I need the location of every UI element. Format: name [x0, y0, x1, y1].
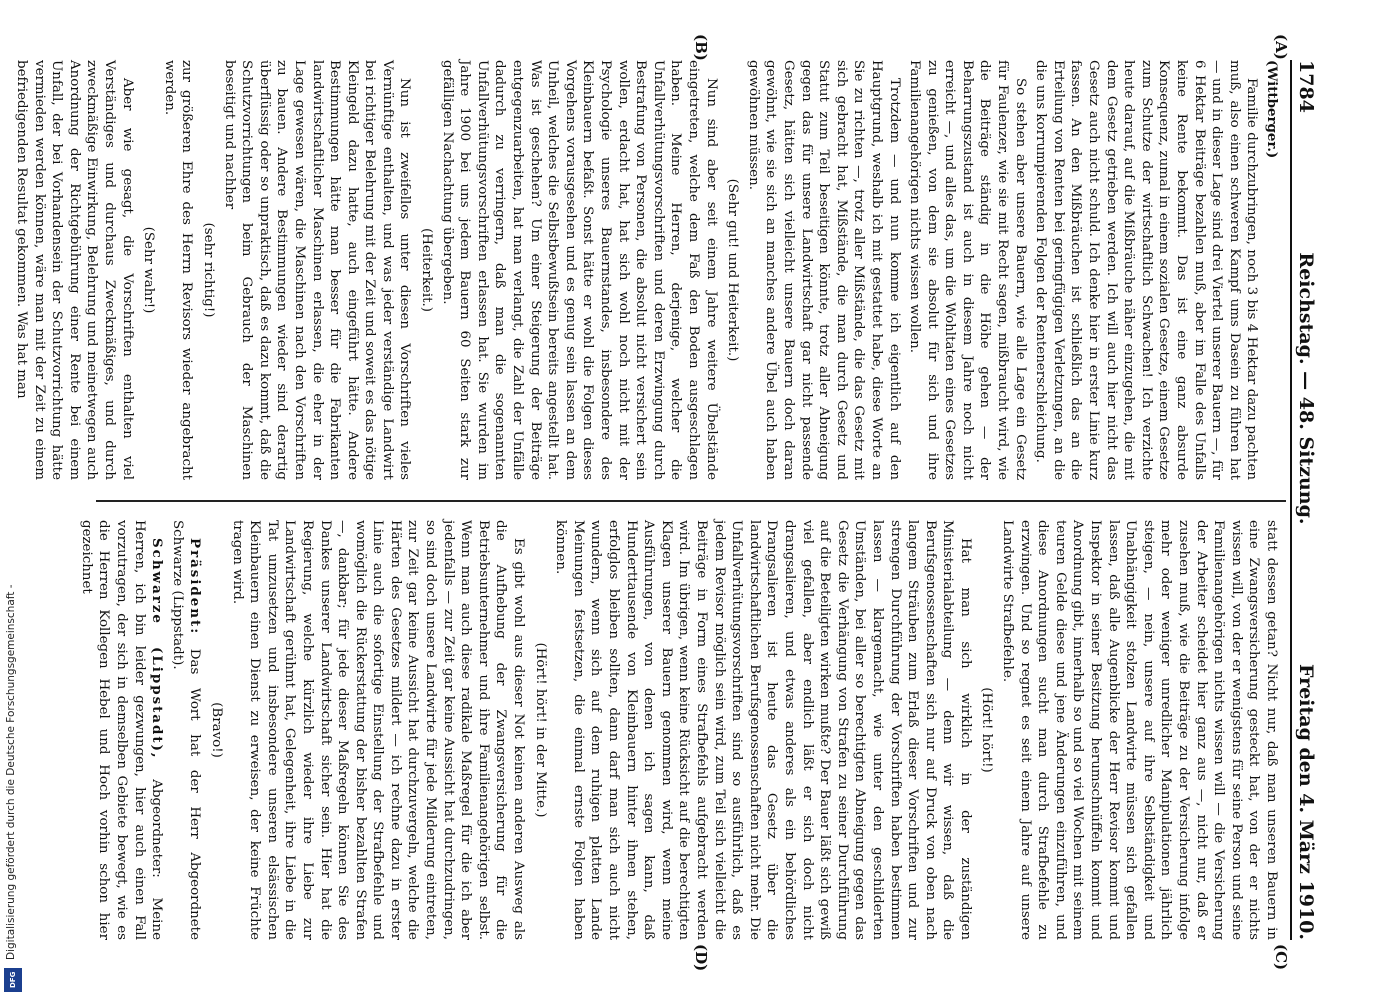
speaker-text: Das Wort hat der Herr Abgeordnete Schwarze (Lippstadt).	[169, 520, 203, 940]
speaker-paragraph	[77, 520, 165, 940]
interjection: (Hört! hört!)	[979, 687, 995, 773]
interjection: (Hört! hört! in der Mitte.)	[532, 642, 548, 818]
margin-mark-b: (B)	[692, 34, 710, 61]
body-paragraph: Nun sind aber seit einem Jahre weitere Übelstände eingetreten, welche dem Faß den Boden ausgeschlagen haben. Meine Herren, derjenige, welcher die Unfallverhütungsvorschriften und deren Erzwingung durch Bestrafung von Personen, die absolut nicht versichert sein wollen, erdacht hat, hat sich wohl noch nicht mit der Psychologie unseres Bauernstandes, insbesondere des Kleinbauern befaßt. Sonst hätte er wohl die Folgen dieses Vorgehens vorausgesehen und es genug sein lassen an dem Unheil, welches die Selbstbewußtsein bereits angestellt hat. Was ist geschehen? Um einer Steigerung der Beiträge entgegenzuarbeiten, hat man verlangt, die Zahl der Unfälle dadurch zu verringern, daß man die sogenannten Unfallverhütungsvorschriften erlassen hat. Sie wurden im Jahre 1900 bei uns jedem Bauern 60 Seiten stark zur gefälligen Nachachtung übergeben.	[439, 60, 719, 480]
session-date: Freitag den 4. März 1910.	[1295, 664, 1317, 940]
digitization-credit-text: Digitalisierung gefördert durch die Deutsche Forschungsgemeinschaft -	[5, 584, 17, 960]
body-paragraph: Trotzdem — und nun komme ich eigentlich auf den Hauptgrund, weshalb ich mit gestattet habe, diese Worte an Sie zu richten —, trotz aller Mißstände, die das Gesetz mit sich gebracht hat, Mißstände, die man durch Gesetz und Statut zum Teil beseitigen könnte, trotz aller Abneigung gegen das für unsere Landwirtschaft gar nicht passende Gesetz, hätten sich vielleicht unsere Bauern doch daran gewöhnt, wie sie sich an manches andere Übel auch haben gewöhnen müssen.	[745, 60, 902, 480]
column-divider	[96, 500, 1286, 502]
page-header	[1290, 60, 1320, 940]
body-paragraph: Es gibt wohl aus dieser Not keinen anderen Ausweg als die Aufhebung der Zwangsversicherung für die Betriebsunternehmer und ihre Familienangehörigen selbst. Wenn man auch diese radikale Maßregel für die ich aber jedenfalls — zur Zeit gar keine Aussicht hat durchzudringen, so sind doch unsere Landwirte für jede Milderung eintreten, zur Zeit gar keine Aussicht hat durchzuvergeln, welche die Härten des Gesetzes mildert — ich rechne dazu in erster Linie auch die sofortige Einstellung der Strafbefehle und womöglich die Rückerstattung der bisher bezahlten Strafen —, dankbar; für jede dieser Maßregeln können Sie des Dankes unserer Landwirtschaft sicher sein. Hier hat die Regierung, welche kürzlich wieder ihre Liebe zur Landwirtschaft gerühmt hat, Gelegenheit, ihre Liebe in die Tat umzusetzen und insbesondere unseren elsässischen Kleinbauern einen Dienst zu erweisen, der keine Früchte tragen wird.	[229, 520, 527, 940]
speaker-name: Präsident:	[187, 538, 204, 636]
interjection: (sehr richtig!)	[200, 222, 216, 318]
speaker-paragraph	[168, 520, 203, 940]
body-paragraph: Familie durchzubringen, noch 3 bis 4 Hektar dazu pachten muß, also einen schweren Kampf ums Dasein zu führen hat — und in dieser Lage sind drei Viertel unserer Bauern —, für 6 Hektar Beiträge bezahlen muß, aber im Falle des Unfalls keine Rente bekommt. Das ist eine ganz absurde Konsequenz, zumal in einem sozialen Gesetze, einem Gesetze zum Schutze der wirtschaftlich Schwachen! Ich verzichte heute darauf, auf die Mißbräuche näher einzugehen, die mit dem Gesetz getrieben werden. Ich will auch hier nicht das Gesetz auch nicht schuld. Ich denke hier in erster Linie kurz fassen. An den Mißbräuchen ist schließlich das an die Erteilung von Renten bei geringfügigen Verletzungen, an die die uns korrumpierenden Folgen der Rentenerschleichung.	[1033, 60, 1260, 480]
speaker-name: Schwarze (Lippstadt),	[149, 538, 166, 760]
left-text-column	[14, 60, 1280, 480]
speaker-text: Abgeordneter: Meine Herren, ich bin leider gezwungen, hier auch einen Fall vorzutragen, der sich in demselben Gebiete bewegt, wie es die Herren Kollegen Hebel und Hoch vorhin schon hier gezeichnet	[78, 520, 165, 940]
body-paragraph: Nun ist zweifellos unter diesen Vorschriften vieles Vernünftige enthalten, und was jeder verständige Landwirt bei richtiger Belehrung mit der Zeit und soweit es das nötige Kleingeld dazu hatte, auch eingeführt hätte. Andere Bestimmungen hätte man besser für die Fabrikanten landwirtschaftlicher Maschinen erlassen, die eher in der Lage gewesen wären, die Maschinen nach den Vorschriften zu bauen. Andere Bestimmungen wieder sind derartig überflüssig oder so unpraktisch, daß es dazu kommt, daß die Schutzvorrichtungen beim Gebrauch der Maschinen beseitigt und nachher	[221, 60, 413, 480]
dfg-logo: DFG	[4, 968, 22, 992]
margin-mark-d: (D)	[692, 944, 710, 972]
body-paragraph: statt dessen getan? Nicht nur, daß man unseren Bauern in eine Zwangsversicherung gesteckt hat, von der er nichts wissen will, von der er wenigstens für seine Person und seine Familienangehörigen nichts wissen will — die Versicherung der Arbeiter scheidet hier ganz aus —, nicht nur, daß er zusehen muß, wie die Beiträge zu der Versicherung infolge mehr oder weniger unredlicher Manipulationen jährlich steigen, — nein, unsere auf ihre Selbständigkeit und Unabhängigkeit stolzen Landwirte müssen sich gefallen lassen, daß alle Augenblicke der Herr Revisor kommt und Inspektor in seiner Besitzung herumschnüffeln kommt und Anordnung gibt, innerhalb so und so viel Wochen mit seinem teuren Gelde diese und jene Änderungen einzuführen, und diese Anordnungen sucht man durch Strafbefehle zu erzwingen. Und so regnet es seit einem Jahre auf unsere Landwirte Strafbefehle.	[1000, 520, 1279, 940]
body-paragraph: So stehen aber unsere Bauern, wie alle Lage ein Gesetz für Faulenzer, wie sie mit Recht sagen, mißbraucht wird, wie die Beiträge ständig in die Höhe gehen — der Beharrungszustand ist auch in diesem Jahre noch nicht erreicht —, und alles das, um die Wohltaten eines Gesetzes zu genießen, von dem sie absolut für sich und ihre Familienangehörigen nichts wissen wollen.	[907, 60, 1028, 480]
body-paragraph: Aber wie gesagt, die Vorschriften enthalten viel Verständiges und durchaus Zweckmäßiges, und durch zweckmäßige Einwirkung, Belehrung und meinetwegen auch Anordnung der Richtgebührung einer Rente bei einem Unfall, der bei Vorhandensein der Schutzvorrichtung hätte vermieden werden können, wäre man mit der Zeit zu einem befriedigenden Resultat gekommen. Was hat man	[14, 60, 135, 480]
margin-mark-c: (C)	[1272, 944, 1290, 971]
body-paragraph: zur größeren Ehre des Herrn Revisors wieder angebracht werden.	[161, 60, 195, 480]
interjection: (Sehr wahr!)	[141, 226, 157, 314]
interjection: (Bravo!)	[208, 702, 224, 758]
page-number: 1784	[1295, 60, 1317, 113]
interjection: (Heiterkeit.)	[419, 228, 435, 312]
speaker-heading: (Wittberger.)	[1264, 60, 1280, 159]
right-text-column	[78, 520, 1280, 940]
session-title: Reichstag. — 48. Sitzung.	[1295, 252, 1317, 525]
margin-mark-a: (A)	[1272, 34, 1290, 60]
body-paragraph: Hat man sich wirklich in der zuständigen Ministerialabteilung — denn wir wissen, daß die Berufsgenossenschaften sich nur auf Druck von oben nach langem Sträuben zum Erlaß dieser Vorschriften und zur strengen Durchführung der Vorschriften haben bestimmen lassen — klargemacht, wie unter den geschilderten Umständen, bei aller so berechtigten Abneigung gegen das Gesetz die Verhängung von Strafen zu seiner Durchführung auf die Beteiligten wirken mußte? Der Bauer läßt sich gewiß viel gefallen, aber endlich läßt er sich doch nicht drangsalieren, und etwas anderes als ein behördliches Drangsalieren ist heute das Gesetz über die landwirtschaftlichen Berufsgenossenschaften nicht mehr. Die Unfallverhütungsvorschriften sind so ausführlich, daß es jedem Revisor möglich sein wird, zum Teil sich vielleicht die Beiträge in Form eines Strafbefehls aufgebracht werden wird. Im übrigen, wenn keine Rücksicht auf die berechtigten Klagen unserer Bauern genommen wird, wenn meine Ausführungen, von denen ich sagen kann, daß Hunderttausende von Kleinbauern hinter ihnen stehen, erfolglos bleiben sollten, dann darf man sich auch nicht wundern, wenn sich auf dem ruhigen platten Lande Meinungen festsetzen, die einmal ernste Folgen haben können.	[553, 520, 973, 940]
interjection: (Sehr gut! und Heiterkeit.)	[725, 178, 741, 362]
rotated-document-body	[14, 34, 1320, 972]
